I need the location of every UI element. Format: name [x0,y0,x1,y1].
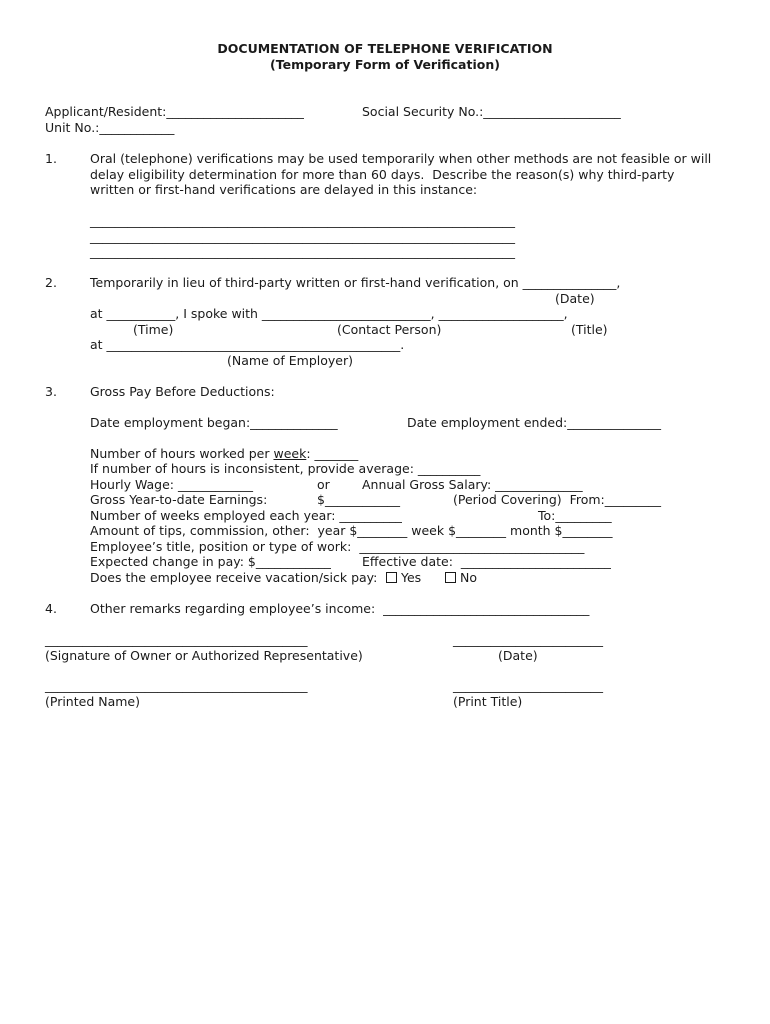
employment-ended-field[interactable]: Date employment ended:_______________ [407,415,661,430]
tips-field[interactable]: Amount of tips, commission, other: year $________ week $________ month $________ [90,523,613,538]
no-checkbox[interactable] [445,572,456,583]
effective-date-field[interactable]: Effective date: ________________________ [362,554,611,569]
reason-blank-line[interactable]: ____________________________________________________________________ [90,229,515,244]
document-subtitle: (Temporary Form of Verification) [270,57,500,72]
section-1-text-line: delay eligibility determination for more than 60 days. Describe the reason(s) why third-party [90,167,675,182]
contact-person-caption: (Contact Person) [337,322,442,337]
ytd-earnings-label: Gross Year-to-date Earnings: [90,492,268,507]
reason-blank-line[interactable]: ____________________________________________________________________ [90,213,515,228]
date-caption: (Date) [555,291,595,306]
period-to-field[interactable]: To:_________ [538,508,612,523]
printed-name-line[interactable]: __________________________________________ [45,678,308,693]
printed-name-caption: (Printed Name) [45,694,140,709]
hourly-wage-field[interactable]: Hourly Wage: ____________ [90,477,253,492]
signature-date-line[interactable]: ________________________ [453,632,603,647]
employer-caption: (Name of Employer) [227,353,353,368]
section-1-text-line: Oral (telephone) verifications may be used temporarily when other methods are not feasible or will [90,151,712,166]
signature-caption: (Signature of Owner or Authorized Representative) [45,648,363,663]
reason-blank-line[interactable]: ____________________________________________________________________ [90,244,515,259]
expected-change-field[interactable]: Expected change in pay: $____________ [90,554,331,569]
time-caption: (Time) [133,322,174,337]
annual-salary-field[interactable]: Annual Gross Salary: ______________ [362,477,583,492]
or-label: or [317,477,330,492]
employee-title-field[interactable]: Employee’s title, position or type of work: ____________________________________ [90,539,585,554]
applicant-field[interactable]: Applicant/Resident:______________________ [45,104,304,119]
section-1-text-line: written or first-hand verifications are delayed in this instance: [90,182,478,197]
vacation-no-option[interactable]: No [445,570,477,586]
print-title-line[interactable]: ________________________ [453,678,603,693]
title-caption: (Title) [571,322,608,337]
weeks-employed-field[interactable]: Number of weeks employed each year: __________ [90,508,402,523]
unit-field[interactable]: Unit No.:____________ [45,120,175,135]
yes-checkbox[interactable] [386,572,397,583]
print-title-caption: (Print Title) [453,694,523,709]
vacation-yes-option[interactable]: Yes [386,570,421,586]
gross-pay-heading: Gross Pay Before Deductions: [90,384,275,399]
ssn-field[interactable]: Social Security No.:______________________ [362,104,621,119]
signature-date-caption: (Date) [498,648,538,663]
section-2-number: 2. [45,275,57,290]
contact-line[interactable]: at ___________, I spoke with ___________________________, ____________________, [90,306,568,321]
verification-date-line[interactable]: Temporarily in lieu of third-party written or first-hand verification, on _______________, [90,275,621,290]
employer-line[interactable]: at _______________________________________________. [90,337,405,352]
average-hours-field[interactable]: If number of hours is inconsistent, provide average: __________ [90,461,481,476]
employment-began-field[interactable]: Date employment began:______________ [90,415,338,430]
vacation-question: Does the employee receive vacation/sick pay: [90,570,378,585]
ytd-earnings-field[interactable]: $____________ [317,492,400,507]
period-from-field[interactable]: (Period Covering) From:_________ [453,492,662,507]
hours-per-week-field[interactable]: Number of hours worked per week: _______ [90,446,359,461]
document-title: DOCUMENTATION OF TELEPHONE VERIFICATION [217,41,553,56]
signature-line[interactable]: __________________________________________ [45,632,308,647]
section-4-number: 4. [45,601,57,616]
other-remarks-field[interactable]: Other remarks regarding employee’s income: _________________________________ [90,601,590,616]
section-3-number: 3. [45,384,57,399]
section-1-number: 1. [45,151,57,166]
